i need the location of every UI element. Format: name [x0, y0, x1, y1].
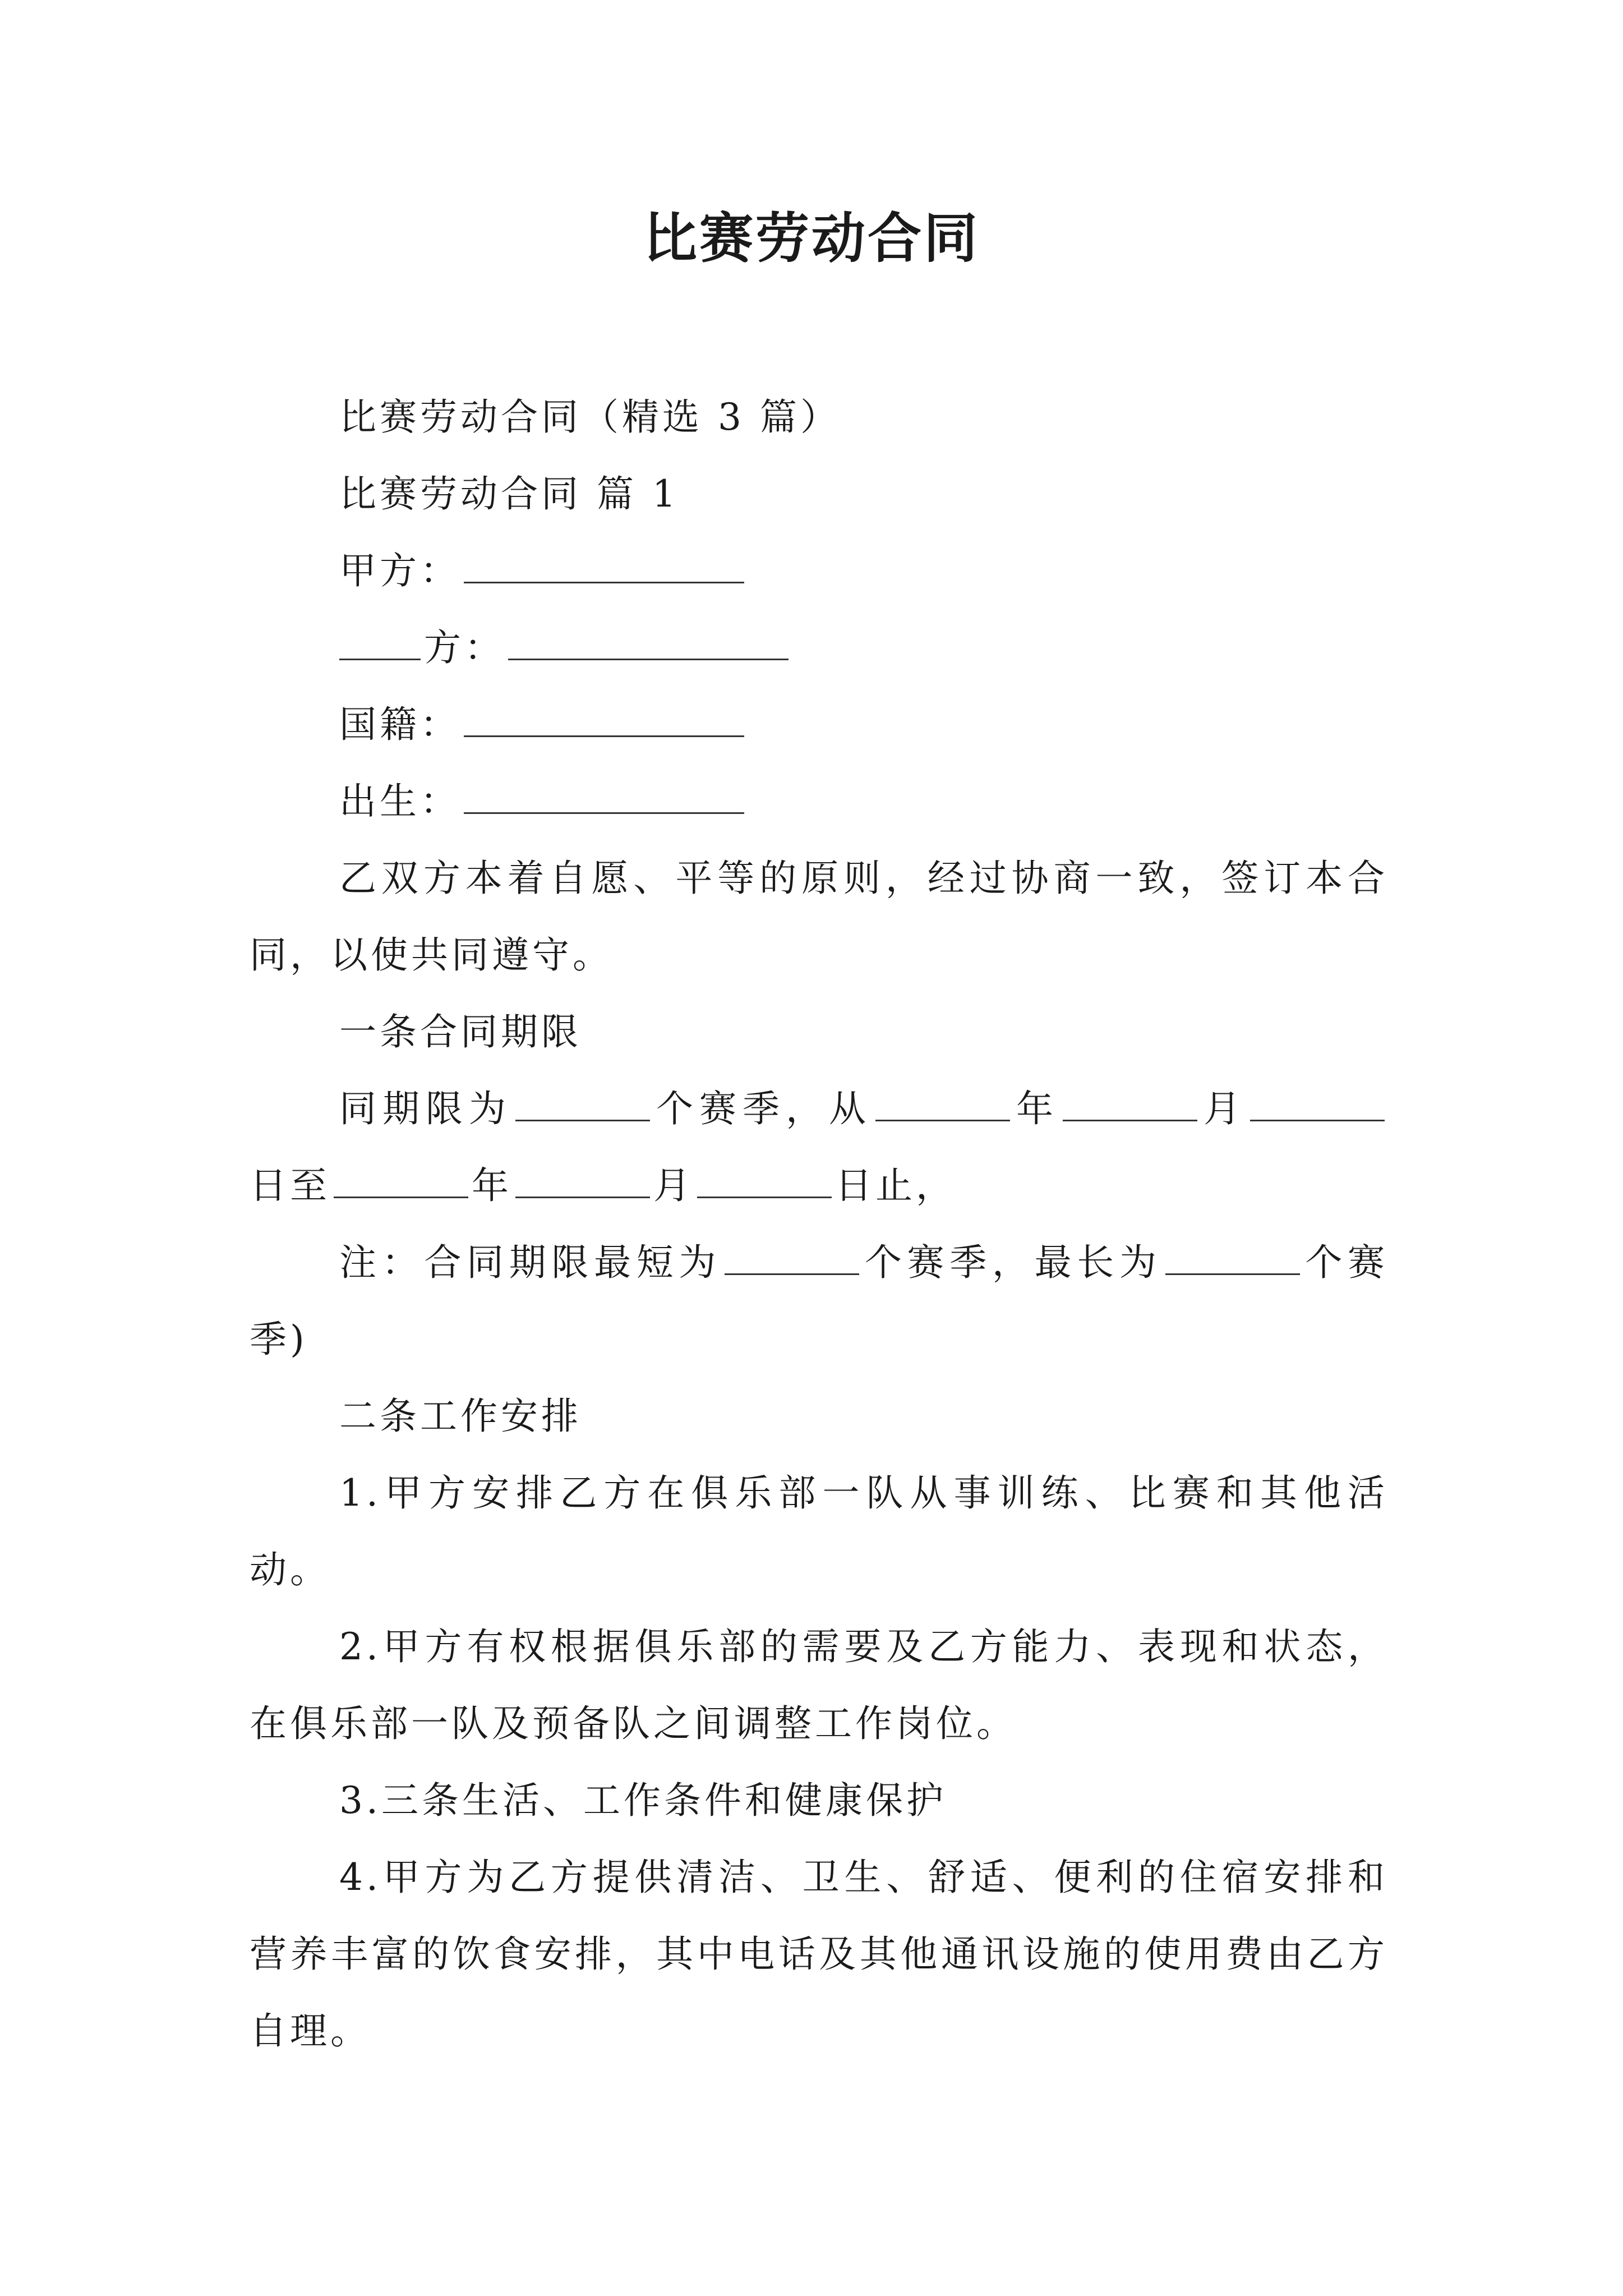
term-text-3: 年 [1013, 1087, 1059, 1130]
term-start-month-blank [1063, 1087, 1197, 1121]
party-b-label: 方： [424, 626, 505, 669]
note-min-blank [725, 1241, 859, 1275]
nationality-blank [464, 703, 744, 737]
item-3: 3.三条生活、工作条件和健康保护 [339, 1779, 947, 1822]
party-a-label: 甲方： [339, 549, 460, 592]
note-text-2: 个赛季，最长为 [863, 1241, 1162, 1284]
term-end-day-blank [697, 1164, 832, 1198]
item-4: 4.甲方为乙方提供清洁、卫生、舒适、便利的住宿安排和营养丰富的饮食安排，其中电话及其他通讯设施的使用费由乙方自理。 [250, 1856, 1388, 2053]
term-text-8: 日止， [835, 1164, 956, 1207]
note-paragraph [250, 1224, 1388, 1378]
term-end-year-blank [334, 1164, 468, 1198]
note-text-1: 注：合同期限最短为 [339, 1241, 722, 1284]
birth-blank [464, 780, 744, 814]
nationality-label: 国籍： [339, 703, 460, 746]
article-1-heading: 一条合同期限 [339, 1010, 582, 1053]
term-end-month-blank [515, 1164, 650, 1198]
note-text-3: 个赛季) [250, 1241, 1389, 1361]
term-start-year-blank [875, 1087, 1010, 1121]
party-b-line [250, 609, 1388, 686]
term-paragraph [250, 1070, 1388, 1224]
item-1: 1.甲方安排乙方在俱乐部一队从事训练、比赛和其他活动。 [250, 1471, 1388, 1591]
document-body [250, 379, 1388, 2069]
term-seasons-blank [515, 1087, 650, 1121]
birth-line [250, 763, 1388, 840]
term-text-4: 月 [1201, 1087, 1247, 1130]
party-a-line [250, 532, 1388, 609]
term-text-2: 个赛季，从 [653, 1087, 872, 1130]
document-title: 比赛劳动合同 [643, 207, 980, 270]
nationality-line [250, 686, 1388, 763]
intro-paragraph: 乙双方本着自愿、平等的原则，经过协商一致，签订本合同，以使共同遵守。 [250, 857, 1388, 977]
term-text-5: 日至 [250, 1164, 330, 1207]
document-subtitle: 比赛劳动合同（精选 3 篇） [339, 395, 841, 439]
section-heading: 比赛劳动合同 篇 1 [339, 472, 679, 516]
term-text-6: 年 [472, 1164, 512, 1207]
party-a-blank [464, 549, 744, 583]
term-text-7: 月 [653, 1164, 694, 1207]
party-b-blank [508, 626, 789, 660]
note-max-blank [1165, 1241, 1300, 1275]
item-2: 2.甲方有权根据俱乐部的需要及乙方能力、表现和状态，在俱乐部一队及预备队之间调整工作岗位。 [250, 1625, 1388, 1745]
article-2-heading: 二条工作安排 [339, 1395, 582, 1438]
party-b-prefix-blank [339, 626, 421, 660]
term-text-1: 同期限为 [339, 1087, 512, 1130]
term-start-day-blank [1250, 1087, 1385, 1121]
birth-label: 出生： [339, 780, 460, 823]
